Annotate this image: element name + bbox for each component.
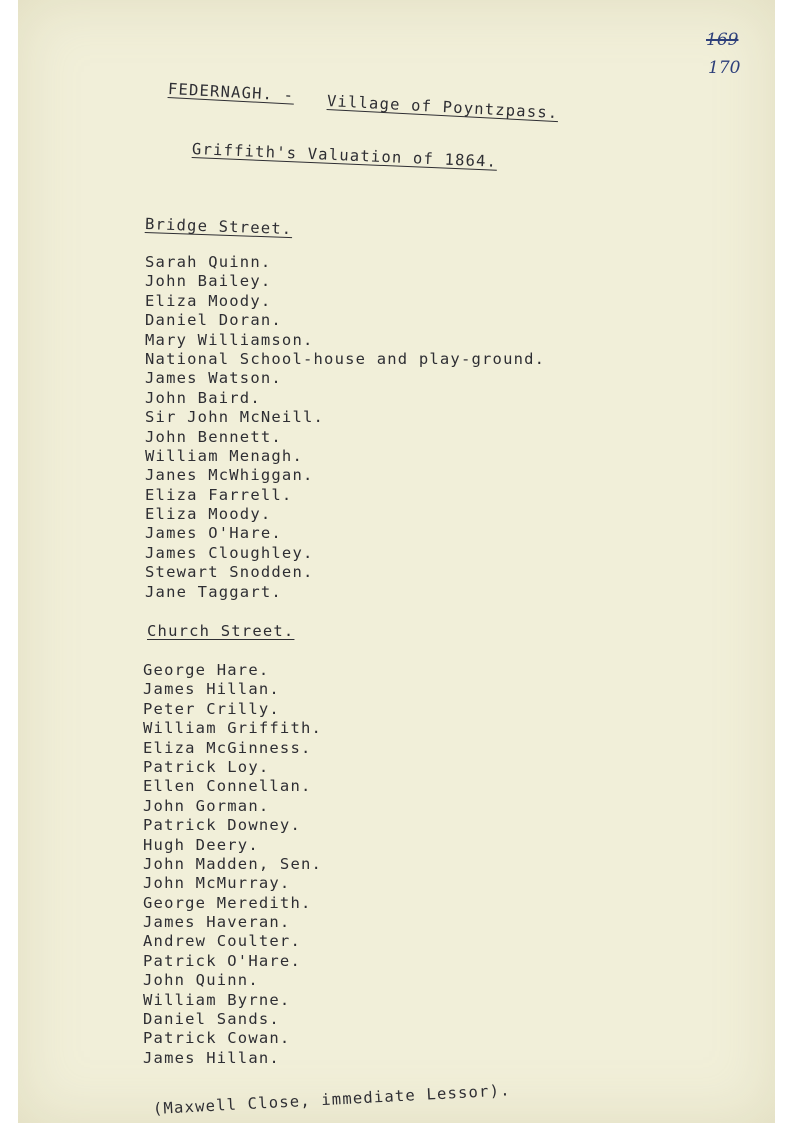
list-item: George Meredith. — [143, 893, 312, 912]
list-item: John Madden, Sen. — [143, 854, 323, 873]
section-heading-church-street: Church Street. — [147, 622, 295, 640]
list-item: Jane Taggart. — [145, 582, 282, 601]
list-item: William Griffith. — [143, 719, 323, 738]
page-number: 170 — [708, 58, 741, 78]
list-item: James Hillan. — [143, 680, 280, 699]
list-item: Eliza Farrell. — [145, 485, 293, 504]
list-item: Patrick Downey. — [143, 816, 301, 835]
list-item: Hugh Deery. — [143, 835, 259, 854]
list-item: Eliza McGinness. — [143, 738, 312, 757]
struck-page-number: 169 — [706, 30, 739, 50]
list-item: James Haveran. — [143, 913, 291, 932]
lessor-note: (Maxwell Close, immediate Lessor). — [152, 1081, 512, 1118]
list-item: John Gorman. — [143, 796, 270, 815]
list-item: William Menagh. — [145, 446, 303, 465]
list-item: Patrick Loy. — [143, 757, 270, 776]
bridge-street-list — [145, 253, 545, 602]
list-item: Mary Williamson. — [145, 330, 314, 349]
list-item: Sarah Quinn. — [145, 253, 272, 271]
list-item: James Hillan. — [143, 1048, 280, 1067]
list-item: Janes McWhiggan. — [145, 466, 314, 485]
list-item: John Quinn. — [143, 971, 259, 990]
page-title-place: FEDERNAGH. - — [167, 80, 295, 105]
list-item: John Bailey. — [145, 272, 272, 291]
page-subtitle: Griffith's Valuation of 1864. — [191, 140, 498, 171]
list-item: James O'Hare. — [145, 524, 282, 543]
list-item: John Bennett. — [145, 427, 282, 446]
list-item: James Cloughley. — [145, 543, 314, 562]
list-item: Daniel Doran. — [145, 311, 282, 330]
page-title-village: Village of Poyntzpass. — [326, 92, 559, 123]
list-item: Sir John McNeill. — [145, 408, 325, 427]
list-item: Eliza Moody. — [145, 505, 272, 524]
list-item: Peter Crilly. — [143, 699, 280, 718]
section-heading-bridge-street: Bridge Street. — [144, 215, 293, 239]
list-item: John Baird. — [145, 388, 261, 407]
list-item: Stewart Snodden. — [145, 563, 314, 582]
list-item: George Hare. — [143, 661, 270, 679]
list-item: James Watson. — [145, 369, 282, 388]
list-item: National School-house and play-ground. — [145, 349, 546, 368]
list-item: John McMurray. — [143, 874, 291, 893]
list-item: William Byrne. — [143, 990, 291, 1009]
list-item: Andrew Coulter. — [143, 932, 301, 951]
list-item: Daniel Sands. — [143, 1010, 280, 1029]
list-item: Patrick O'Hare. — [143, 951, 301, 970]
church-street-list — [143, 661, 322, 1068]
list-item: Ellen Connellan. — [143, 777, 312, 796]
list-item: Patrick Cowan. — [143, 1029, 291, 1048]
list-item: Eliza Moody. — [145, 291, 272, 310]
